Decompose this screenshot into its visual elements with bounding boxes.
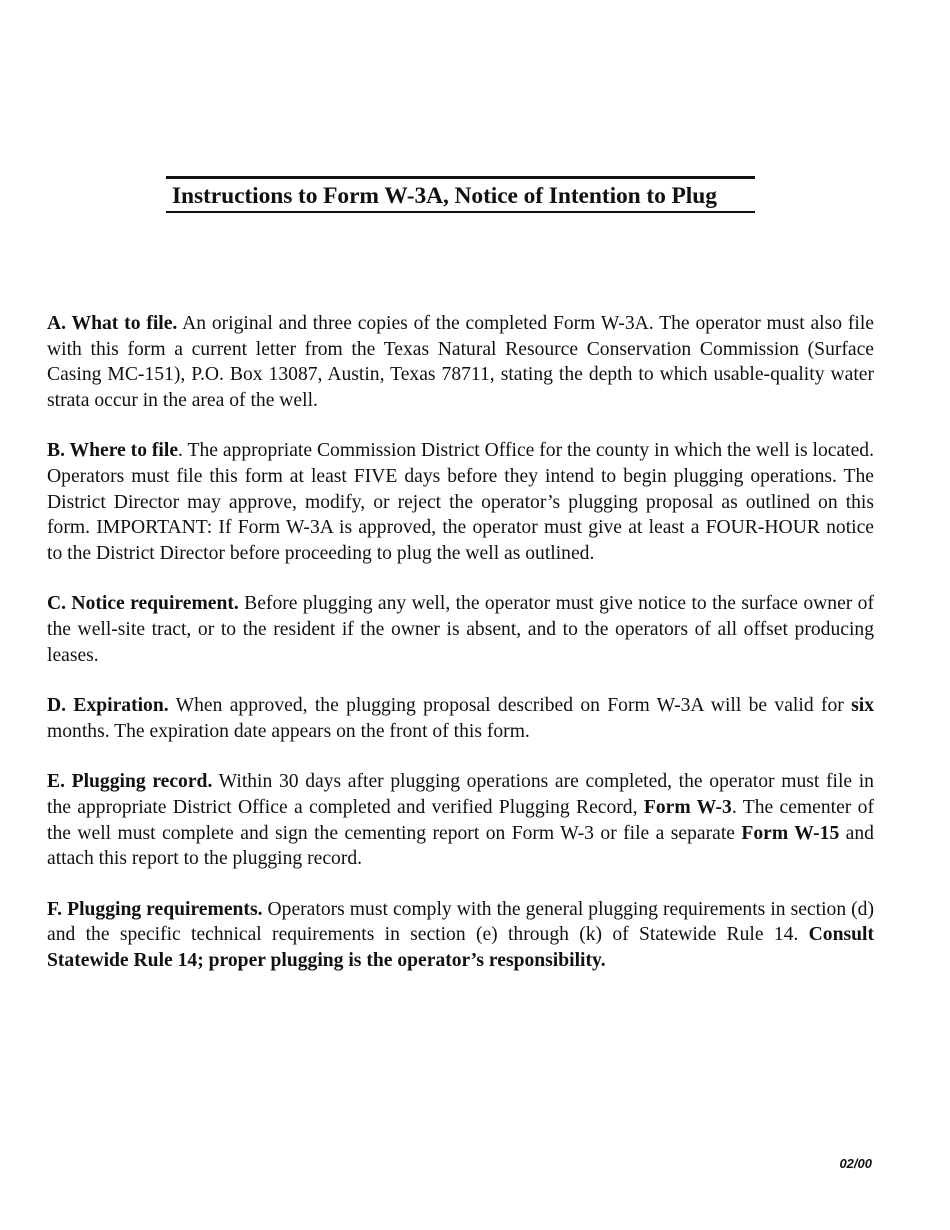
section-e-text-3: and attach this report to the plugging record. <box>47 822 874 870</box>
section-f-text: Operators must comply with the general plugging requirements in section (d) and the specific technical requirements in section (e) through (k) of Statewide Rule 14. <box>47 898 874 946</box>
section-b-heading: B. Where to file <box>47 440 179 462</box>
page-title: Instructions to Form W-3A, Notice of Intention to Plug <box>172 183 717 209</box>
section-e-text-2: . The cementer of the well must complete and sign the cementing report on Form W-3 or file a separate <box>47 796 874 844</box>
section-e-heading: E. Plugging record. <box>47 771 213 793</box>
instructions-body <box>47 311 874 998</box>
section-c-heading: C. Notice requirement. <box>47 593 239 615</box>
section-f <box>47 897 874 974</box>
section-a-text: An original and three copies of the completed Form W-3A. The operator must also file with this form a current letter from the Texas Natural Resource Conservation Commission (Surface Casing MC-151), P.O. Box 13087, Austin, Texas 78711, stating the depth to which usable-quality water strata occur in the area of the well. <box>47 313 874 411</box>
section-b <box>47 438 874 566</box>
section-b-text: . The appropriate Commission District Office for the county in which the well is located. Operators must file this form at least FIVE days before they intend to begin plugging operations. The District Director may approve, modify, or reject the operator’s plugging proposal as outlined on this form. IMPORTANT: If Form W-3A is approved, the operator must give at least a FOUR-HOUR notice to the District Director before proceeding to plug the well as outlined. <box>47 440 875 564</box>
section-e <box>47 769 874 871</box>
section-d <box>47 693 874 744</box>
form-revision-code: 02/00 <box>839 1156 872 1171</box>
section-c <box>47 591 874 668</box>
section-f-heading: F. Plugging requirements. <box>47 898 263 920</box>
section-f-bold-1: Consult Statewide Rule 14; proper plugging is the operator’s responsibility. <box>47 924 874 971</box>
section-d-heading: D. Expiration. <box>47 695 169 717</box>
section-e-bold-2: Form W-15 <box>741 822 840 844</box>
title-box <box>166 176 755 213</box>
section-c-text: Before plugging any well, the operator must give notice to the surface owner of the well-site tract, or to the resident if the owner is absent, and to the operators of all offset producing leases. <box>47 593 874 666</box>
section-a-heading: A. What to file. <box>47 313 178 334</box>
section-e-text-1: Within 30 days after plugging operations are completed, the operator must file in the appropriate District Office a completed and verified Plugging Record, <box>47 771 874 818</box>
section-e-bold-1: Form W-3 <box>643 796 732 818</box>
section-d-text-1: When approved, the plugging proposal described on Form W-3A will be valid for <box>168 695 852 717</box>
section-d-text-2: months. The expiration date appears on the front of this form. <box>47 720 530 742</box>
section-a <box>47 311 874 413</box>
section-d-bold-1: six <box>851 695 874 717</box>
